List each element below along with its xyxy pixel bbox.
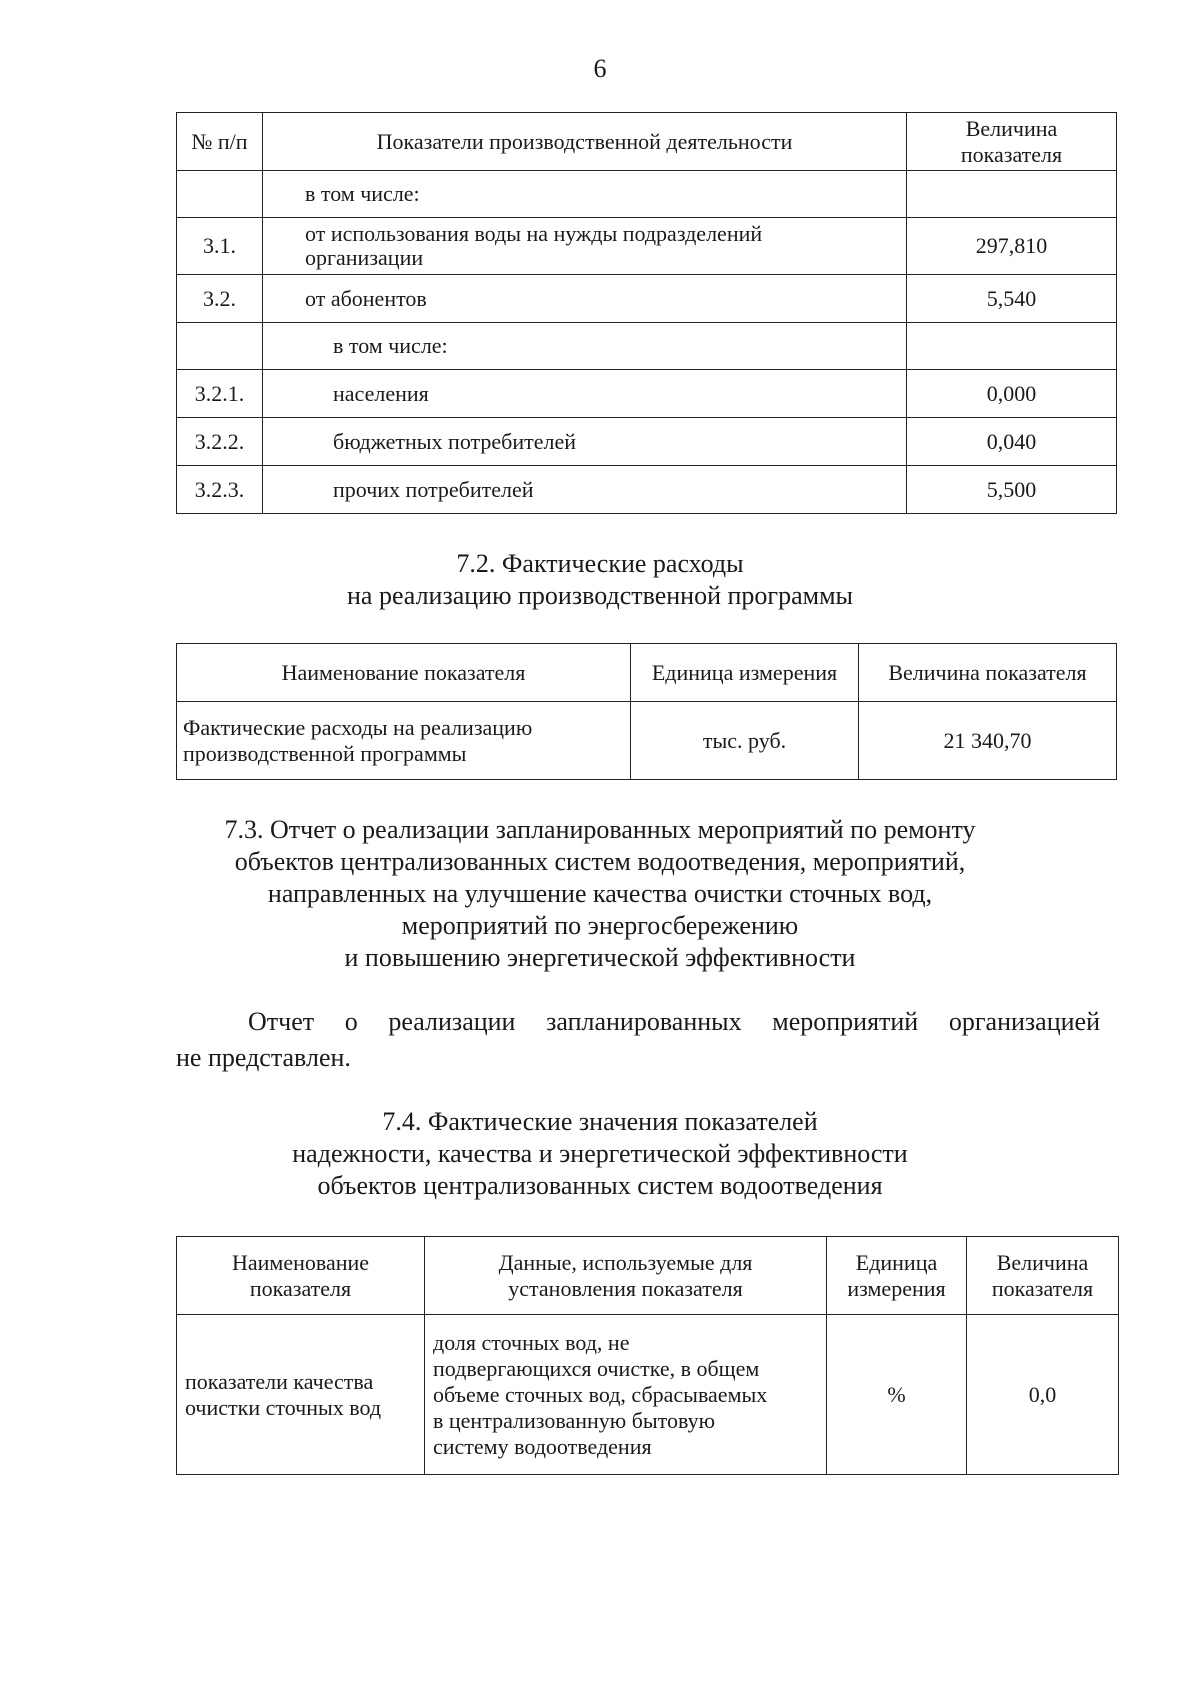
header-cell: Наименование показателя <box>177 644 631 702</box>
row-value: 0,040 <box>907 418 1117 466</box>
expense-name: Фактические расходы на реализацию производственной программы <box>177 702 631 780</box>
table-row <box>177 466 1117 514</box>
section-title-line: 7.3. Отчет о реализации запланированных мероприятий по ремонту <box>224 815 976 844</box>
expense-value: 21 340,70 <box>859 702 1117 780</box>
row-value: 297,810 <box>907 218 1117 275</box>
production-indicators-table <box>176 112 1117 514</box>
paragraph-line: не представлен. <box>176 1043 351 1072</box>
section-title-line: мероприятий по энергосбережению <box>401 911 799 940</box>
section-title-line: надежности, качества и энергетической эффективности <box>292 1139 908 1168</box>
header-cell: Показатели производственной деятельности <box>263 113 907 171</box>
indicator-value: 0,0 <box>967 1315 1119 1475</box>
indicator-unit: % <box>827 1315 967 1475</box>
row-label: прочих потребителей <box>263 466 907 514</box>
row-value: 5,540 <box>907 275 1117 323</box>
section-title-line: объектов централизованных систем водоотведения, мероприятий, <box>234 847 966 876</box>
section-title-line: и повышению энергетической эффективности <box>344 943 856 972</box>
section-title-line: 7.4. Фактические значения показателей <box>382 1107 818 1136</box>
row-number <box>177 323 263 370</box>
report-paragraph <box>176 1004 1100 1076</box>
table-row <box>177 323 1117 370</box>
header-cell: Данные, используемые для установления показателя <box>425 1237 827 1315</box>
row-value: 5,500 <box>907 466 1117 514</box>
row-value <box>907 171 1117 218</box>
row-number: 3.2.3. <box>177 466 263 514</box>
section-7-3-title <box>0 814 1200 974</box>
header-cell: Величина показателя <box>967 1237 1119 1315</box>
row-label: бюджетных потребителей <box>263 418 907 466</box>
actual-expenses-table <box>176 643 1117 780</box>
row-label: от абонентов <box>263 275 907 323</box>
row-number: 3.2. <box>177 275 263 323</box>
row-number: 3.2.2. <box>177 418 263 466</box>
table-row <box>177 418 1117 466</box>
section-7-2-title <box>0 548 1200 612</box>
row-number: 3.1. <box>177 218 263 275</box>
section-title-line: 7.2. Фактические расходы <box>456 549 744 578</box>
section-title-line: направленных на улучшение качества очистки сточных вод, <box>267 879 933 908</box>
table-row <box>177 702 1117 780</box>
header-cell: Величина показателя <box>907 113 1117 171</box>
table-row <box>177 218 1117 275</box>
indicator-data: доля сточных вод, не подвергающихся очистке, в общем объеме сточных вод, сбрасываемых в централизованную бытовую систему водоотведения <box>425 1315 827 1475</box>
row-value: 0,000 <box>907 370 1117 418</box>
table-row <box>177 275 1117 323</box>
table-row <box>177 171 1117 218</box>
expense-unit: тыс. руб. <box>631 702 859 780</box>
table-header-row <box>177 1237 1119 1315</box>
header-cell: Единица измерения <box>827 1237 967 1315</box>
paragraph-line: Отчет о реализации запланированных мероприятий организацией <box>248 1007 1100 1036</box>
section-7-4-title <box>0 1106 1200 1202</box>
reliability-indicators-table <box>176 1236 1119 1475</box>
table-header-row <box>177 113 1117 171</box>
header-cell: Величина показателя <box>859 644 1117 702</box>
table-header-row <box>177 644 1117 702</box>
header-cell: № п/п <box>177 113 263 171</box>
row-number: 3.2.1. <box>177 370 263 418</box>
row-label: населения <box>263 370 907 418</box>
table-row <box>177 370 1117 418</box>
row-label: в том числе: <box>263 171 907 218</box>
header-cell: Единица измерения <box>631 644 859 702</box>
row-label: от использования воды на нужды подразделений организации <box>263 218 907 275</box>
section-title-line: объектов централизованных систем водоотведения <box>317 1171 883 1200</box>
row-number <box>177 171 263 218</box>
row-label: в том числе: <box>263 323 907 370</box>
table-row <box>177 1315 1119 1475</box>
section-title-line: на реализацию производственной программы <box>346 581 853 610</box>
page-number: 6 <box>593 54 607 83</box>
indicator-name: показатели качества очистки сточных вод <box>177 1315 425 1475</box>
header-cell: Наименование показателя <box>177 1237 425 1315</box>
row-value <box>907 323 1117 370</box>
